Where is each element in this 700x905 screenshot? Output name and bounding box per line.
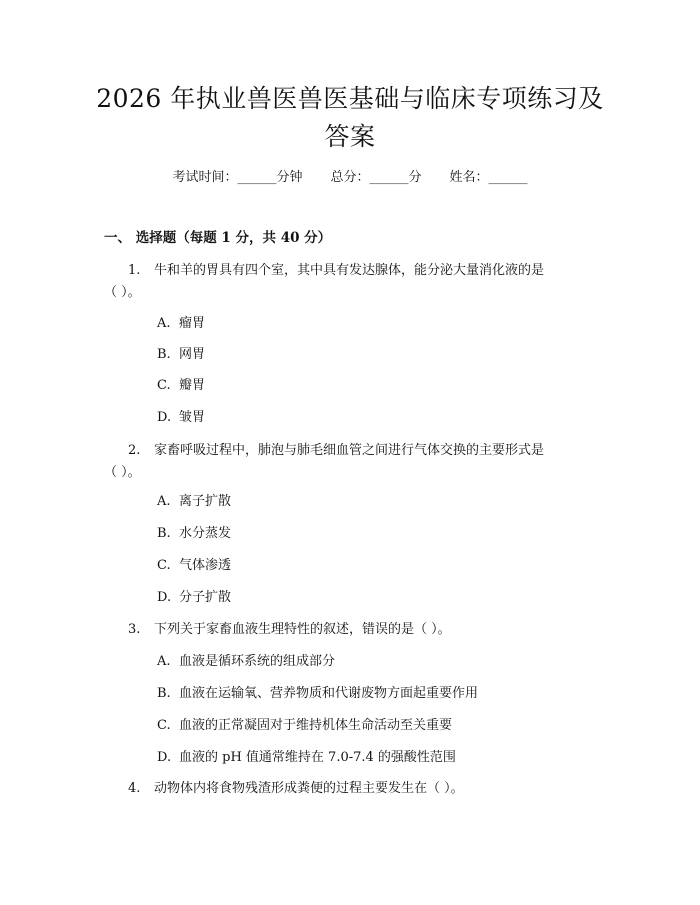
question-2 — [104, 440, 584, 484]
page-title — [95, 80, 605, 156]
question-1 — [104, 260, 584, 304]
option-3d — [157, 748, 456, 768]
name-field: 姓名：______ — [449, 170, 528, 185]
option-letter: A. — [157, 494, 171, 509]
option-letter: D. — [157, 590, 172, 605]
option-letter: D. — [157, 750, 172, 765]
option-text: 气体渗透 — [179, 558, 232, 573]
option-2c — [157, 556, 231, 576]
question-text: 家畜呼吸过程中，肺泡与肺毛细血管之间进行气体交换的主要形式是 — [154, 443, 545, 458]
option-1d — [157, 408, 205, 428]
question-text: 动物体内将食物残渣形成粪便的过程主要发生在（ ）。 — [154, 781, 464, 796]
option-3c — [157, 716, 452, 736]
option-letter: D. — [157, 410, 172, 425]
option-letter: B. — [157, 686, 171, 701]
question-number: 1. — [128, 263, 141, 278]
option-text: 血液在运输氧、营养物质和代谢废物方面起重要作用 — [179, 686, 479, 701]
option-text: 皱胃 — [179, 410, 206, 425]
question-text: 牛和羊的胃具有四个室，其中具有发达腺体，能分泌大量消化液的是 — [154, 263, 545, 278]
option-text: 血液的 pH 值通常维持在 7.0-7.4 的强酸性范围 — [179, 750, 456, 765]
option-text: 血液的正常凝固对于维持机体生命活动至关重要 — [179, 718, 453, 733]
question-number: 2. — [128, 443, 141, 458]
question-text-continued: （ ）。 — [104, 285, 141, 300]
option-text: 瓣胃 — [179, 378, 206, 393]
question-number: 4. — [128, 781, 141, 796]
option-1c — [157, 376, 205, 396]
option-1a — [157, 314, 205, 334]
question-3 — [104, 619, 584, 641]
option-3a — [157, 652, 335, 672]
option-text: 血液是循环系统的组成部分 — [179, 654, 336, 669]
option-text: 分子扩散 — [179, 590, 232, 605]
option-letter: B. — [157, 526, 171, 541]
option-2d — [157, 588, 231, 608]
question-text-continued: （ ）。 — [104, 465, 141, 480]
option-2a — [157, 492, 231, 512]
question-4 — [104, 778, 584, 800]
question-number: 3. — [128, 622, 141, 637]
option-letter: C. — [157, 558, 171, 573]
option-letter: C. — [157, 378, 171, 393]
option-letter: A. — [157, 316, 171, 331]
title-line-2: 答案 — [324, 122, 376, 151]
option-letter: A. — [157, 654, 171, 669]
title-line-1: 2026 年执业兽医兽医基础与临床专项练习及 — [96, 84, 604, 113]
option-2b — [157, 524, 231, 544]
exam-time-field: 考试时间：______分钟 — [172, 170, 303, 185]
option-1b — [157, 345, 205, 365]
question-text: 下列关于家畜血液生理特性的叙述，错误的是（ ）。 — [154, 622, 451, 637]
option-text: 瘤胃 — [179, 316, 206, 331]
option-text: 水分蒸发 — [179, 526, 232, 541]
option-3b — [157, 684, 478, 704]
option-text: 网胃 — [179, 347, 206, 362]
section-heading: 一、 选择题（每题 1 分，共 40 分） — [104, 230, 332, 246]
option-letter: C. — [157, 718, 171, 733]
option-text: 离子扩散 — [179, 494, 232, 509]
exam-meta — [0, 168, 700, 188]
option-letter: B. — [157, 347, 171, 362]
total-score-field: 总分：______分 — [330, 170, 422, 185]
